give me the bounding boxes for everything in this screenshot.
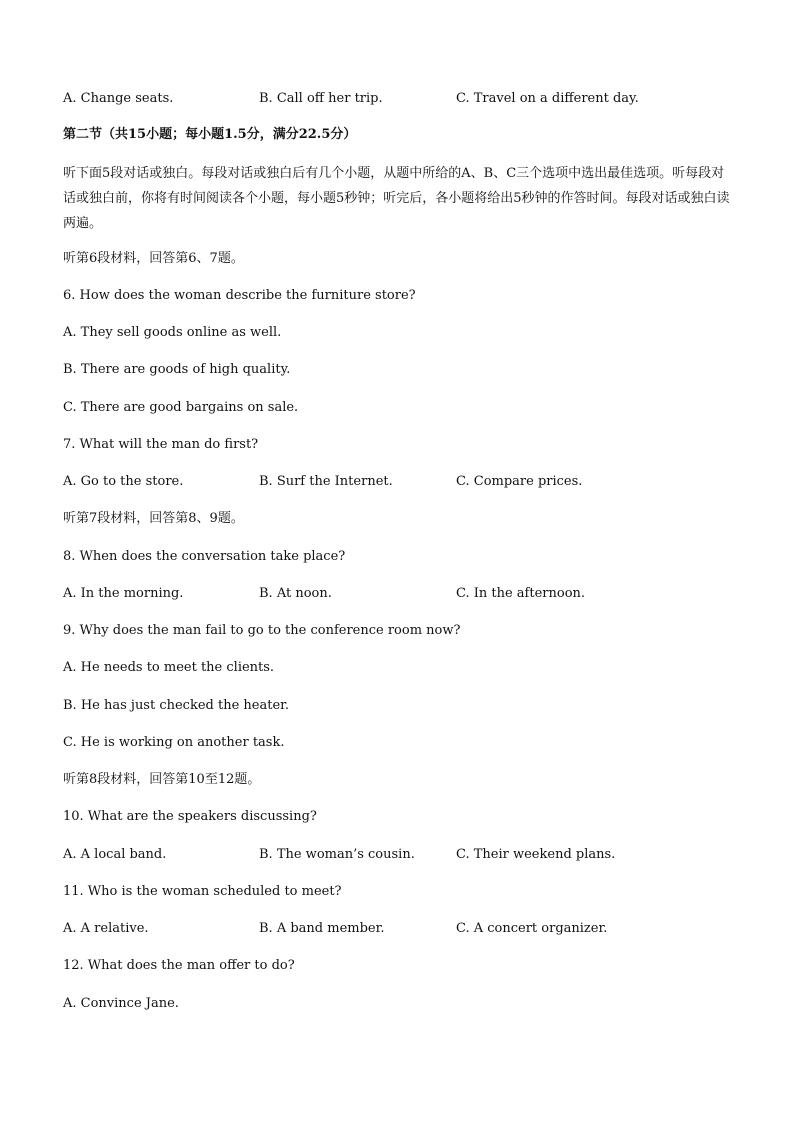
passage-intro: 听第7段材料，回答第8、9题。 <box>63 511 244 526</box>
option-a: A. Go to the store. <box>63 474 184 489</box>
option-a: A. Change seats. <box>63 91 174 106</box>
question-stem: 12. What does the man offer to do? <box>63 958 295 973</box>
question-stem: 7. What will the man do first? <box>63 437 259 452</box>
option-b: B. He has just checked the heater. <box>63 698 290 713</box>
question-stem: 9. Why does the man fail to go to the conference room now? <box>63 623 461 638</box>
section-instruction: 听下面5段对话或独白。每段对话或独白后有几个小题，从题中所给的A、B、C三个选项中选出最佳选项。听每段对话或独白前，你将有时间阅读各个小题，每小题5秒钟；听完后，各小题将给出5秒钟的作答时间。每段对话或独白读两遍。 <box>63 166 730 231</box>
section-heading: 第二节（共15小题；每小题1.5分，满分22.5分） <box>63 127 357 142</box>
question-stem: 11. Who is the woman scheduled to meet? <box>63 884 342 899</box>
option-b: B. Call off her trip. <box>259 91 383 106</box>
option-b: B. The woman’s cousin. <box>259 847 415 862</box>
option-a: A. Convince Jane. <box>63 996 179 1011</box>
question-stem: 6. How does the woman describe the furniture store? <box>63 288 416 303</box>
option-a: A. He needs to meet the clients. <box>63 660 275 675</box>
option-c: C. Travel on a different day. <box>456 91 639 106</box>
question-stem: 10. What are the speakers discussing? <box>63 809 317 824</box>
option-a: A. A relative. <box>63 921 149 936</box>
option-b: B. At noon. <box>259 586 332 601</box>
option-c: C. Their weekend plans. <box>456 847 616 862</box>
passage-intro: 听第8段材料，回答第10至12题。 <box>63 772 261 787</box>
option-c: C. There are good bargains on sale. <box>63 400 299 415</box>
option-b: B. A band member. <box>259 921 385 936</box>
option-c: C. In the afternoon. <box>456 586 586 601</box>
passage-intro: 听第6段材料，回答第6、7题。 <box>63 251 244 266</box>
option-c: C. He is working on another task. <box>63 735 285 750</box>
option-a: A. In the morning. <box>63 586 184 601</box>
option-a: A. They sell goods online as well. <box>63 325 282 340</box>
question-stem: 8. When does the conversation take place? <box>63 549 346 564</box>
option-c: C. Compare prices. <box>456 474 583 489</box>
option-b: B. Surf the Internet. <box>259 474 393 489</box>
option-b: B. There are goods of high quality. <box>63 362 291 377</box>
option-c: C. A concert organizer. <box>456 921 608 936</box>
option-a: A. A local band. <box>63 847 167 862</box>
